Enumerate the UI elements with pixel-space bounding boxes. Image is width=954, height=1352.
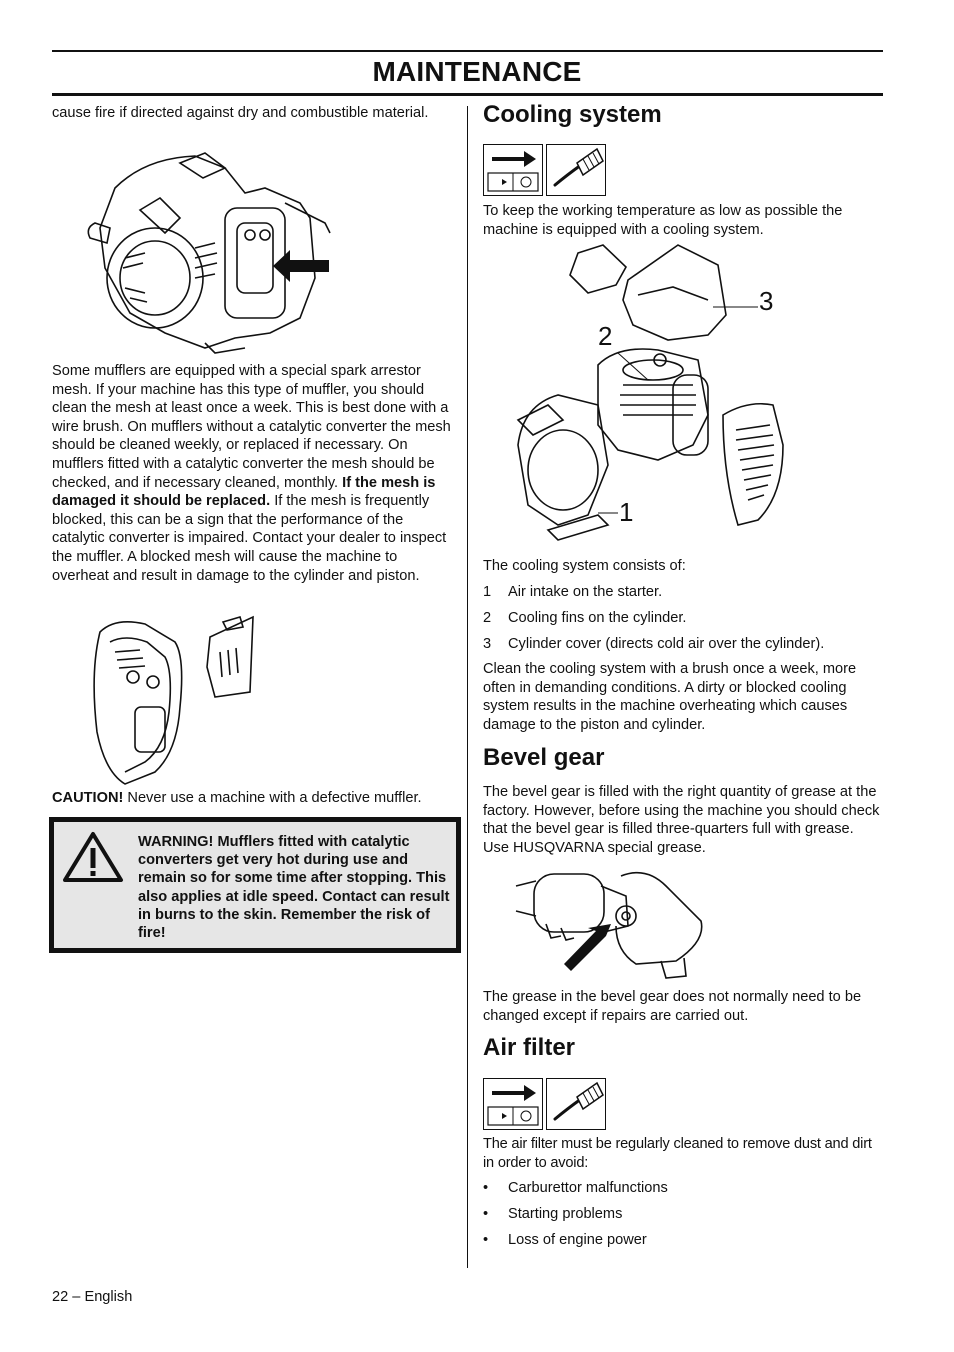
warning-text: WARNING! Mufflers fitted with catalytic converters get very hot during use and remain so for some time after stopping. This also applies at idle speed. Contact can result in burns to the skin. Remember the risk of fire!	[138, 834, 450, 942]
air-symbol-brush	[546, 1078, 606, 1130]
callout-2: 2	[598, 321, 613, 351]
header-rule-top	[52, 50, 883, 52]
air-symbol-read-manual	[483, 1078, 543, 1130]
brush-icon	[547, 1079, 605, 1129]
arrow-book-icon	[484, 1079, 542, 1129]
arrow-book-icon	[484, 145, 542, 195]
cooling-symbol-read-manual	[483, 144, 543, 196]
air-filter-text: The air filter must be regularly cleaned to remove dust and dirt in order to avoid:	[483, 1136, 872, 1171]
warning-box	[49, 817, 461, 953]
cooling-symbol-brush	[546, 144, 606, 196]
callout-3: 3	[759, 286, 774, 316]
caution-text: CAUTION! Never use a machine with a defective muffler.	[52, 790, 422, 806]
bevel-text: The bevel gear is filled with the right quantity of grease at the factory. However, before using the machine you should check that the bevel gear is filled three-quarters full with grease. Use HUSQVARNA special grease.	[483, 784, 880, 856]
bevel-text-2: The grease in the bevel gear does not normally need to be changed except if repairs are carried out.	[483, 989, 862, 1024]
cooling-intro: To keep the working temperature as low as possible the machine is equipped with a cooling system.	[483, 203, 843, 238]
engine-muffler-illustration	[85, 148, 335, 358]
muffler-mesh-illustration	[85, 612, 265, 787]
header-rule-bottom	[52, 93, 883, 96]
cooling-system-illustration	[508, 245, 798, 545]
bevel-gear-illustration	[516, 866, 711, 981]
page-footer: 22 – English	[52, 1289, 133, 1305]
cooling-heading: Cooling system	[483, 101, 662, 128]
spark-arrestor-text: Some mufflers are equipped with a special spark arrestor mesh. If your machine has this type of muffler, you should clean the mesh at least once a week. This is best done with a wire brush. On mufflers without a catalytic converter the mesh should be cleaned weekly, or replaced if necessary. On mufflers fitted with a catalytic converter the mesh should be checked, and if necessary cleaned, monthly. If the mesh is damaged it should be replaced. If the mesh is frequently blocked, this can be a sign that the performance of the catalytic converter is impaired. Contact your dealer to inspect the muffler. A blocked mesh will cause the machine to overheat and result in damage to the cylinder and piston.	[52, 363, 451, 584]
page-title: MAINTENANCE	[372, 56, 582, 87]
cooling-consists: The cooling system consists of:	[483, 558, 686, 574]
cooling-clean-text: Clean the cooling system with a brush once a week, more often in demanding conditions. A dirty or blocked cooling system results in the machine overheating which causes damage to the piston and cylinder.	[483, 661, 857, 733]
brush-icon	[547, 145, 605, 195]
column-divider	[467, 106, 468, 1268]
air-filter-heading: Air filter	[483, 1034, 576, 1061]
warning-triangle-icon	[62, 831, 124, 883]
intro-text: cause fire if directed against dry and combustible material.	[52, 105, 429, 121]
bevel-heading: Bevel gear	[483, 744, 605, 771]
callout-1: 1	[619, 497, 634, 527]
